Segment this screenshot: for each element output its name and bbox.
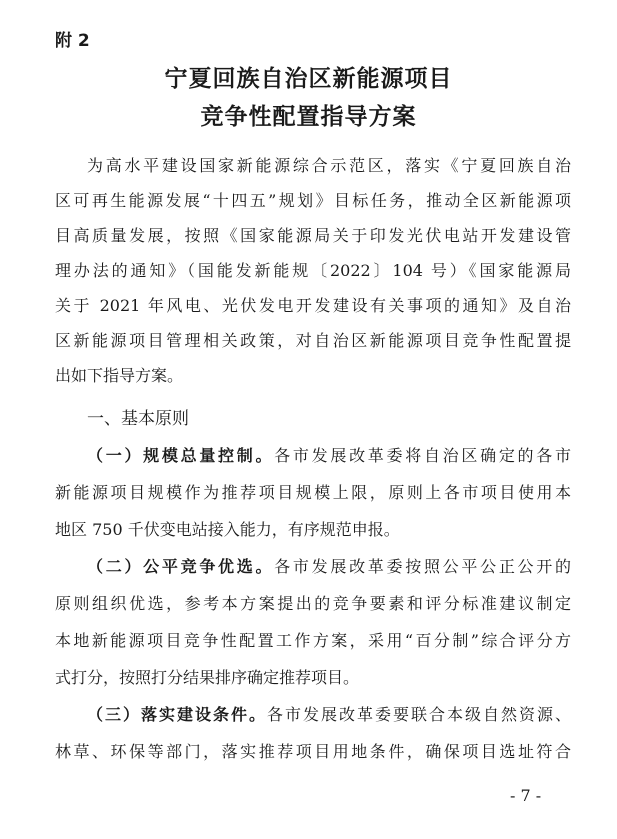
principle-first-line (87, 446, 571, 466)
principle-line: 原则组织优选，参考本方案提出的竞争要素和评分标准建议制定 (55, 594, 571, 613)
principle-first-line (87, 705, 571, 725)
principle-text: 各市发展改革委要联合本级自然资源、 (267, 705, 571, 724)
principle-first-line (87, 557, 571, 577)
intro-line: 理办法的通知》（国能发新能规〔2022〕104 号）《国家能源局 (55, 261, 571, 280)
attachment-label: 附 2 (55, 31, 90, 51)
principle-title: （三）落实建设条件。 (87, 705, 267, 724)
section-heading: 一、基本原则 (87, 409, 189, 429)
principle-title: （二）公平竞争优选。 (87, 557, 275, 576)
principle-line: 式打分，按照打分结果排序确定推荐项目。 (55, 668, 360, 687)
intro-line: 目高质量发展，按照《国家能源局关于印发光伏电站开发建设管 (55, 226, 571, 245)
principle-line: 新能源项目规模作为推荐项目规模上限，原则上各市项目使用本 (55, 483, 571, 502)
intro-line: 出如下指导方案。 (55, 366, 184, 385)
intro-line: 关于 2021 年风电、光伏发电开发建设有关事项的通知》及自治 (55, 296, 571, 315)
principle-text: 各市发展改革委将自治区确定的各市 (274, 446, 571, 465)
principle-line: 地区 750 千伏变电站接入能力，有序规范申报。 (55, 520, 400, 539)
intro-line: 区可再生能源发展“十四五”规划》目标任务，推动全区新能源项 (55, 191, 571, 210)
principle-text: 各市发展改革委按照公平公正公开的 (274, 557, 571, 576)
document-title-line-2: 竞争性配置指导方案 (200, 103, 417, 130)
principle-line: 本地新能源项目竞争性配置工作方案，采用“百分制”综合评分方 (55, 631, 571, 650)
page-number: - 7 - (510, 786, 542, 805)
principle-title: （一）规模总量控制。 (87, 446, 275, 465)
principle-line: 林草、环保等部门，落实推荐项目用地条件，确保项目选址符合 (55, 742, 571, 761)
document-title-line-1: 宁夏回族自治区新能源项目 (164, 65, 453, 92)
intro-line: 区新能源项目管理相关政策，对自治区新能源项目竞争性配置提 (55, 331, 571, 350)
intro-line: 为高水平建设国家新能源综合示范区，落实《宁夏回族自治 (87, 156, 571, 175)
